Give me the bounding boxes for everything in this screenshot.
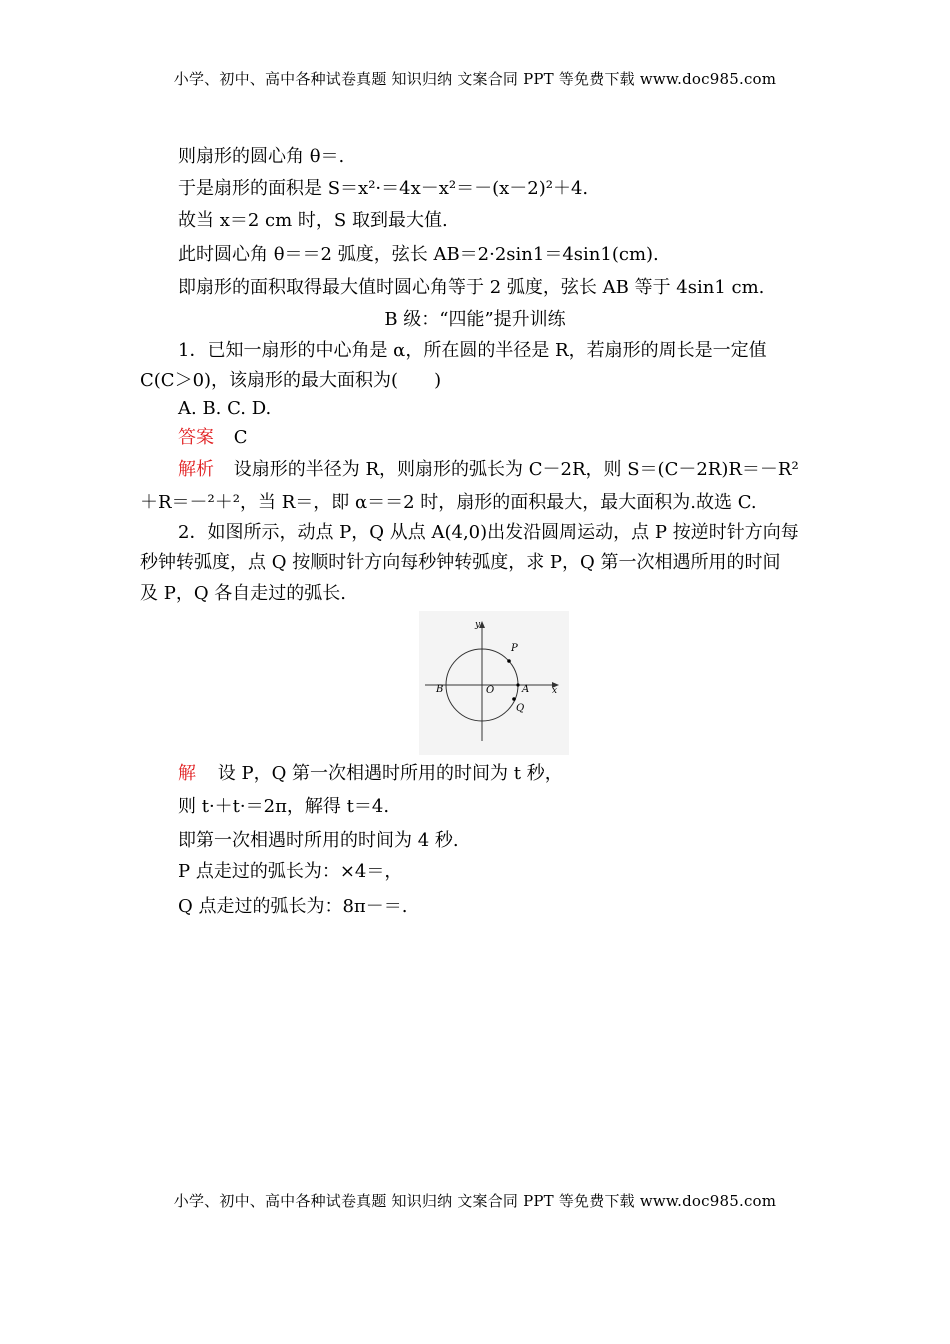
- q1-analysis-line-2: ＋R＝－²＋²，当 R＝，即 α＝＝2 时，扇形的面积最大，最大面积为.故选 C.: [140, 492, 757, 513]
- point-q: [512, 697, 516, 701]
- solution-label: 解: [178, 763, 196, 784]
- label-p: P: [511, 643, 518, 654]
- q2-solution: [178, 759, 563, 789]
- section-title: B 级：“四能”提升训练: [384, 309, 566, 330]
- body-line-3: 故当 x＝2 cm 时，S 取到最大值.: [178, 210, 448, 231]
- figure-background: [419, 611, 569, 755]
- label-q: Q: [516, 703, 525, 714]
- label-o: O: [486, 685, 495, 696]
- body-line-2: 于是扇形的面积是 S＝x²·＝4x－x²＝－(x－2)²＋4.: [178, 178, 589, 199]
- solution-text-1: 设 P，Q 第一次相遇时所用的时间为 t 秒，: [217, 763, 563, 784]
- label-a: A: [522, 684, 530, 695]
- label-b: B: [436, 684, 444, 695]
- point-a: [516, 683, 519, 686]
- point-p: [507, 659, 511, 663]
- label-x: x: [552, 686, 558, 696]
- body-line-4: 此时圆心角 θ＝＝2 弧度，弦长 AB＝2·2sin1＝4sin1(cm).: [178, 244, 659, 265]
- answer-label: 答案: [178, 427, 214, 448]
- solution-line-4: P 点走过的弧长为：×4＝，: [178, 861, 403, 882]
- body-line-5: 即扇形的面积取得最大值时圆心角等于 2 弧度，弦长 AB 等于 4sin1 cm.: [178, 277, 765, 298]
- body-line-1: 则扇形的圆心角 θ＝.: [178, 146, 345, 167]
- q2-line-2: 秒钟转弧度，点 Q 按顺时针方向每秒钟转弧度，求 P，Q 第一次相遇所用的时间: [140, 552, 781, 573]
- q1-analysis: [178, 455, 799, 485]
- solution-line-3: 即第一次相遇时所用的时间为 4 秒.: [178, 830, 459, 851]
- q2-line-1: 2．如图所示，动点 P，Q 从点 A(4,0)出发沿圆周运动，点 P 按逆时针方向每: [178, 522, 799, 543]
- analysis-text-1: 设扇形的半径为 R，则扇形的弧长为 C－2R，则 S＝(C－2R)R＝－R²: [233, 459, 799, 480]
- analysis-label: 解析: [178, 459, 214, 480]
- q2-line-3: 及 P，Q 各自走过的弧长.: [140, 583, 347, 604]
- circle-diagram: [419, 611, 569, 755]
- header-banner: 小学、初中、高中各种试卷真题 知识归纳 文案合同 PPT 等免费下载 www.doc985.com: [173, 70, 777, 88]
- q1-line-1: 1．已知一扇形的中心角是 α，所在圆的半径是 R，若扇形的周长是一定值: [178, 340, 767, 361]
- q1-options: A. B. C. D.: [178, 398, 272, 419]
- q1-answer: [178, 423, 248, 453]
- answer-value: C: [233, 427, 248, 448]
- q1-line-2: C(C＞0)，该扇形的最大面积为( ): [140, 370, 442, 391]
- label-y: y: [475, 620, 481, 630]
- solution-line-2: 则 t·＋t·＝2π，解得 t＝4.: [178, 796, 390, 817]
- solution-line-5: Q 点走过的弧长为：8π－＝.: [178, 896, 408, 917]
- footer-banner: 小学、初中、高中各种试卷真题 知识归纳 文案合同 PPT 等免费下载 www.doc985.com: [173, 1192, 777, 1210]
